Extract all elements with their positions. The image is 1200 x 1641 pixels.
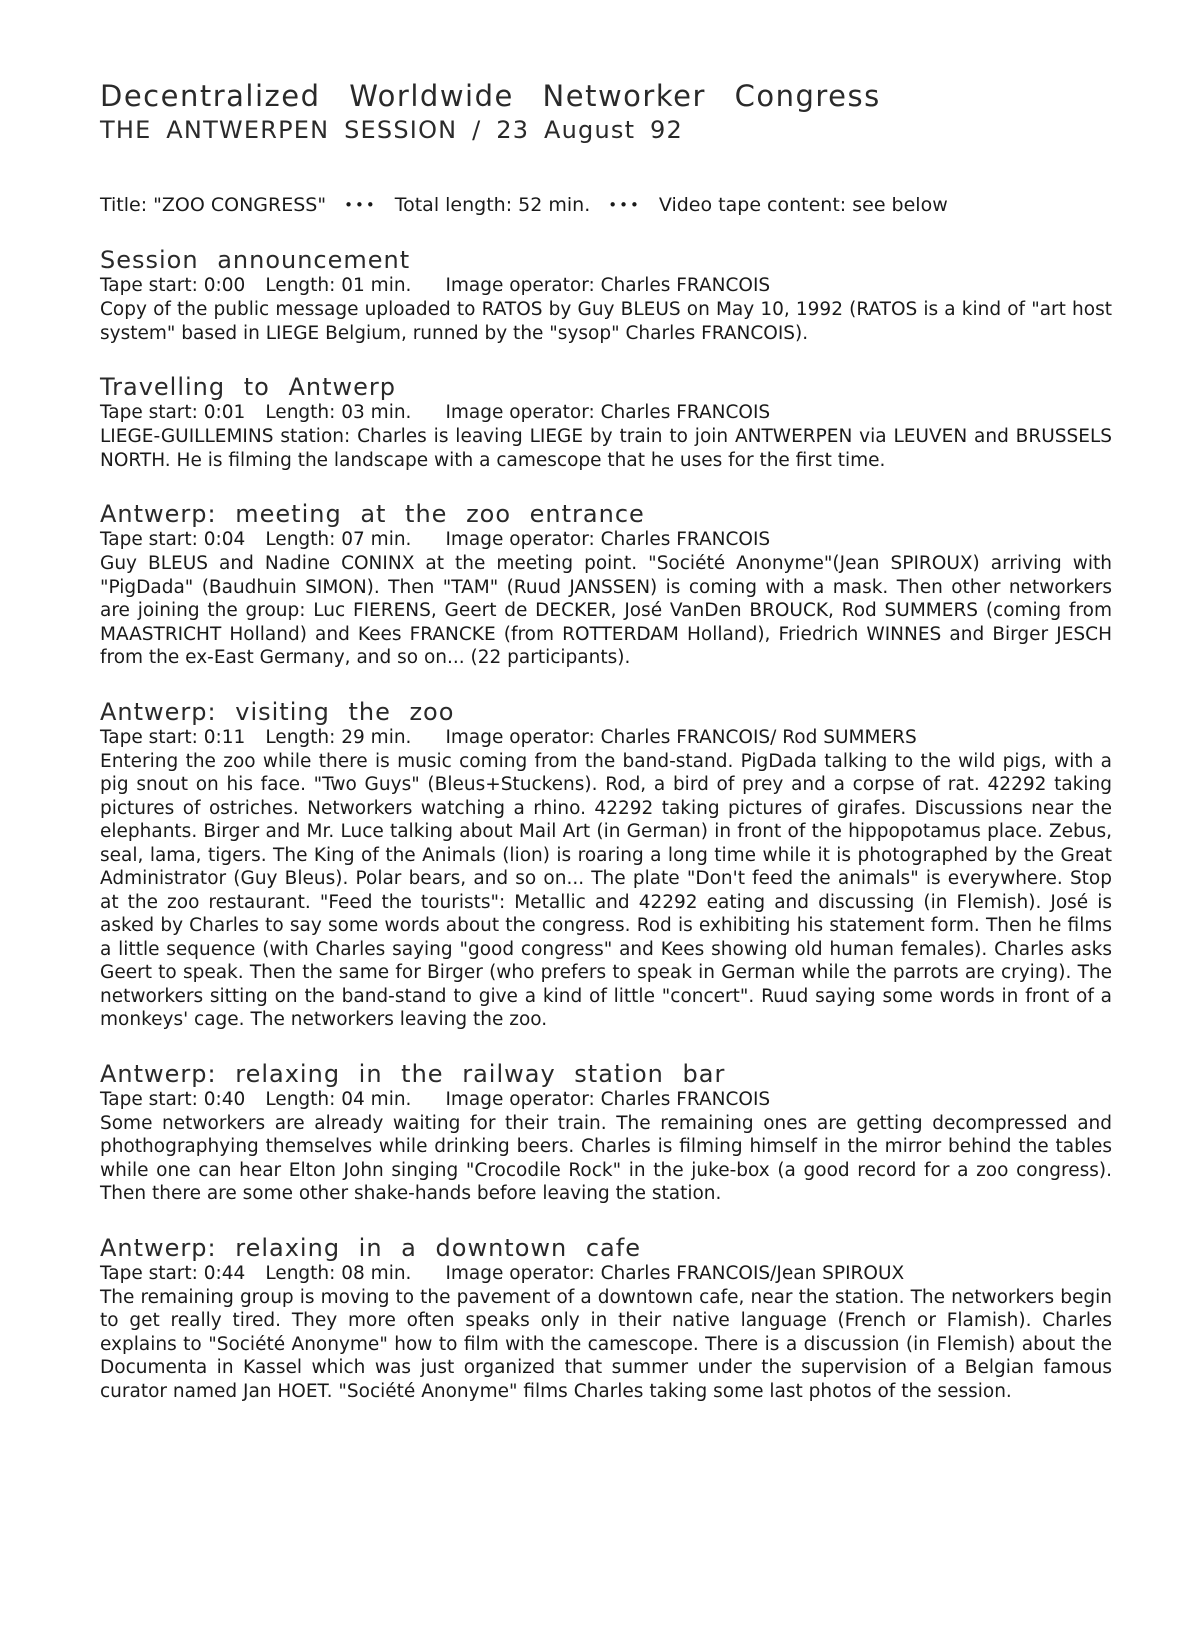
tape-total-length: Total length: 52 min. xyxy=(394,194,591,216)
section-meta xyxy=(100,1088,1112,1112)
document-page xyxy=(100,78,1112,1403)
section-session-announcement xyxy=(100,246,1112,345)
bullet-separator: ••• xyxy=(344,196,377,214)
tape-title: Title: "ZOO CONGRESS" xyxy=(100,194,327,216)
tape-start: Tape start: 0:11 xyxy=(100,726,246,748)
image-operator: Image operator: Charles FRANCOIS xyxy=(445,402,771,423)
section-body: LIEGE-GUILLEMINS station: Charles is leaving LIEGE by train to join ANTWERPEN via LEUVEN and BRUSSELS NORTH. He is filming the landscape with a camescope that he uses for the first time. xyxy=(100,426,1112,471)
section-heading: Antwerp: visiting the zoo xyxy=(100,697,455,726)
tape-summary xyxy=(100,192,1112,218)
section-body: Copy of the public message uploaded to RATOS by Guy BLEUS on May 10, 1992 (RATOS is a kind of "art host system" based in LIEGE Belgium, runned by the "sysop" Charles FRANCOIS). xyxy=(100,299,1112,344)
section-meta xyxy=(100,726,1112,750)
segment-length: Length: 01 min. xyxy=(265,275,412,296)
bullet-separator: ••• xyxy=(608,196,641,214)
segment-length: Length: 03 min. xyxy=(265,402,412,423)
section-heading: Travelling to Antwerp xyxy=(100,373,397,401)
segment-length: Length: 07 min. xyxy=(265,529,412,550)
section-travelling-to-antwerp xyxy=(100,373,1112,472)
section-meta xyxy=(100,274,1112,298)
image-operator: Image operator: Charles FRANCOIS xyxy=(445,529,771,550)
tape-start: Tape start: 0:44 xyxy=(100,1262,246,1284)
section-railway-station-bar xyxy=(100,1060,1112,1206)
image-operator: Image operator: Charles FRANCOIS xyxy=(445,275,771,296)
tape-start: Tape start: 0:01 xyxy=(100,402,246,423)
section-heading: Session announcement xyxy=(100,246,411,274)
section-body: Some networkers are already waiting for their train. The remaining ones are getting decompressed and phothographying themselves while drinking beers. Charles is filming himself in the mirror behind the tables while one can hear Elton John singing "Crocodile Rock" in the juke-box (a good record for a zoo congress). Then there are some other shake-hands before leaving the station. xyxy=(100,1112,1112,1204)
section-heading: Antwerp: meeting at the zoo entrance xyxy=(100,500,645,528)
section-downtown-cafe xyxy=(100,1234,1112,1404)
image-operator: Image operator: Charles FRANCOIS/ Rod SUMMERS xyxy=(445,726,917,748)
section-body: The remaining group is moving to the pavement of a downtown cafe, near the station. The networkers begin to get really tired. They more often speaks only in their native language (French or Flamish). Charles explains to "Société Anonyme" how to film with the camescope. There is a discussion (in Flemish) about the Documenta in Kassel which was just organized that summer under the supervision of a Belgian famous curator named Jan HOET. "Société Anonyme" films Charles taking some last photos of the session. xyxy=(100,1286,1112,1402)
section-meta xyxy=(100,528,1112,552)
tape-content-note: Video tape content: see below xyxy=(658,194,948,216)
section-heading: Antwerp: relaxing in a downtown cafe xyxy=(100,1233,641,1262)
segment-length: Length: 08 min. xyxy=(265,1262,412,1284)
section-meta xyxy=(100,1262,1112,1286)
section-visiting-the-zoo xyxy=(100,698,1112,1032)
tape-start: Tape start: 0:00 xyxy=(100,275,246,296)
section-body: Guy BLEUS and Nadine CONINX at the meeting point. "Société Anonyme"(Jean SPIROUX) arriving with "PigDada" (Baudhuin SIMON). Then "TAM" (Ruud JANSSEN) is coming with a mask. Then other networkers are joining the group: Luc FIERENS, Geert de DECKER, José VanDen BROUCK, Rod SUMMERS (coming from MAASTRICHT Holland) and Kees FRANCKE (from ROTTERDAM Holland), Friedrich WINNES and Birger JESCH from the ex-East Germany, and so on... (22 participants). xyxy=(100,553,1112,668)
section-meta xyxy=(100,401,1112,425)
tape-start: Tape start: 0:04 xyxy=(100,529,246,550)
document-subtitle: THE ANTWERPEN SESSION / 23 August 92 xyxy=(100,116,683,144)
image-operator: Image operator: Charles FRANCOIS xyxy=(445,1088,771,1110)
segment-length: Length: 04 min. xyxy=(265,1088,412,1110)
image-operator: Image operator: Charles FRANCOIS/Jean SPIROUX xyxy=(445,1262,905,1284)
tape-start: Tape start: 0:40 xyxy=(100,1088,246,1110)
section-body: Entering the zoo while there is music coming from the band-stand. PigDada talking to the wild pigs, with a pig snout on his face. "Two Guys" (Bleus+Stuckens). Rod, a bird of prey and a corpse of rat. 42292 taking pictures of ostriches. Networkers watching a rhino. 42292 taking pictures of girafes. Discussions near the elephants. Birger and Mr. Luce talking about Mail Art (in German) in front of the hippopotamus place. Zebus, seal, lama, tigers. The King of the Animals (lion) is roaring a long time while it is photographed by the Great Administrator (Guy Bleus). Polar bears, and so on... The plate "Don't feed the animals" is everywhere. Stop at the zoo restaurant. "Feed the tourists": Metallic and 42292 eating and discussing (in Flemish). José is asked by Charles to say some words about the congress. Rod is exhibiting his statement form. Then he films a little sequence (with Charles saying "good congress" and Kees showing old human females). Charles asks Geert to speak. Then the same for Birger (who prefers to speak in German while the parrots are crying). The networkers sitting on the band-stand to give a kind of little "concert". Ruud saying some words in front of a monkeys' cage. The networkers leaving the zoo. xyxy=(100,750,1112,1030)
section-meeting-zoo-entrance xyxy=(100,500,1112,670)
section-heading: Antwerp: relaxing in the railway station bar xyxy=(100,1059,726,1088)
segment-length: Length: 29 min. xyxy=(265,726,412,748)
document-title: Decentralized Worldwide Networker Congress xyxy=(100,79,881,113)
